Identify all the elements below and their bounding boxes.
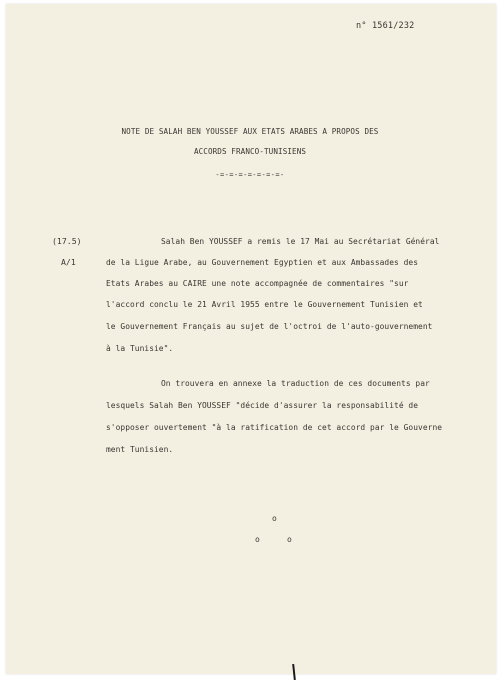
paragraph-2-line: s'opposer ouvertement "à la ratification de cet accord par le Gouverne [106, 423, 443, 432]
paragraph-1-line: Etats Arabes au CAIRE une note accompagnée de commentaires "sur [106, 279, 409, 288]
document-page [6, 4, 496, 674]
ornament-mark: o [287, 535, 292, 544]
title-separator: -=-=-=-=-=-=-=- [215, 171, 285, 179]
document-title-line-2: ACCORDS FRANCO-TUNISIENS [193, 147, 307, 156]
margin-reference: A/1 [61, 257, 76, 267]
paragraph-2-line: ment Tunisien. [106, 445, 174, 454]
paragraph-1-line: le Gouvernement Français au sujet de l'octroi de l'auto-gouvernement [106, 322, 433, 331]
ornament-mark: o [255, 535, 260, 544]
reference-number: n° 1561/232 [356, 21, 415, 31]
paragraph-1-line: l'accord conclu le 21 Avril 1955 entre le Gouvernement Tunisien et [106, 300, 423, 309]
ornament-mark: o [272, 514, 277, 523]
document-title-line-1: NOTE DE SALAH BEN YOUSSEF AUX ETATS ARABES A PROPOS DES [121, 127, 379, 136]
margin-date: (17.5) [52, 236, 82, 246]
paragraph-1-line: Salah Ben YOUSSEF a remis le 17 Mai au Secrétariat Général [161, 237, 440, 246]
paragraph-2-line: On trouvera en annexe la traduction de ces documents par [161, 379, 430, 388]
paragraph-1-line: de la Ligue Arabe, au Gouvernement Egyptien et aux Ambassades des [106, 258, 419, 267]
paragraph-2-line: lesquels Salah Ben YOUSSEF "décide d'assurer la responsabilité de [106, 401, 419, 410]
paragraph-1-line: à la Tunisie". [106, 344, 174, 353]
